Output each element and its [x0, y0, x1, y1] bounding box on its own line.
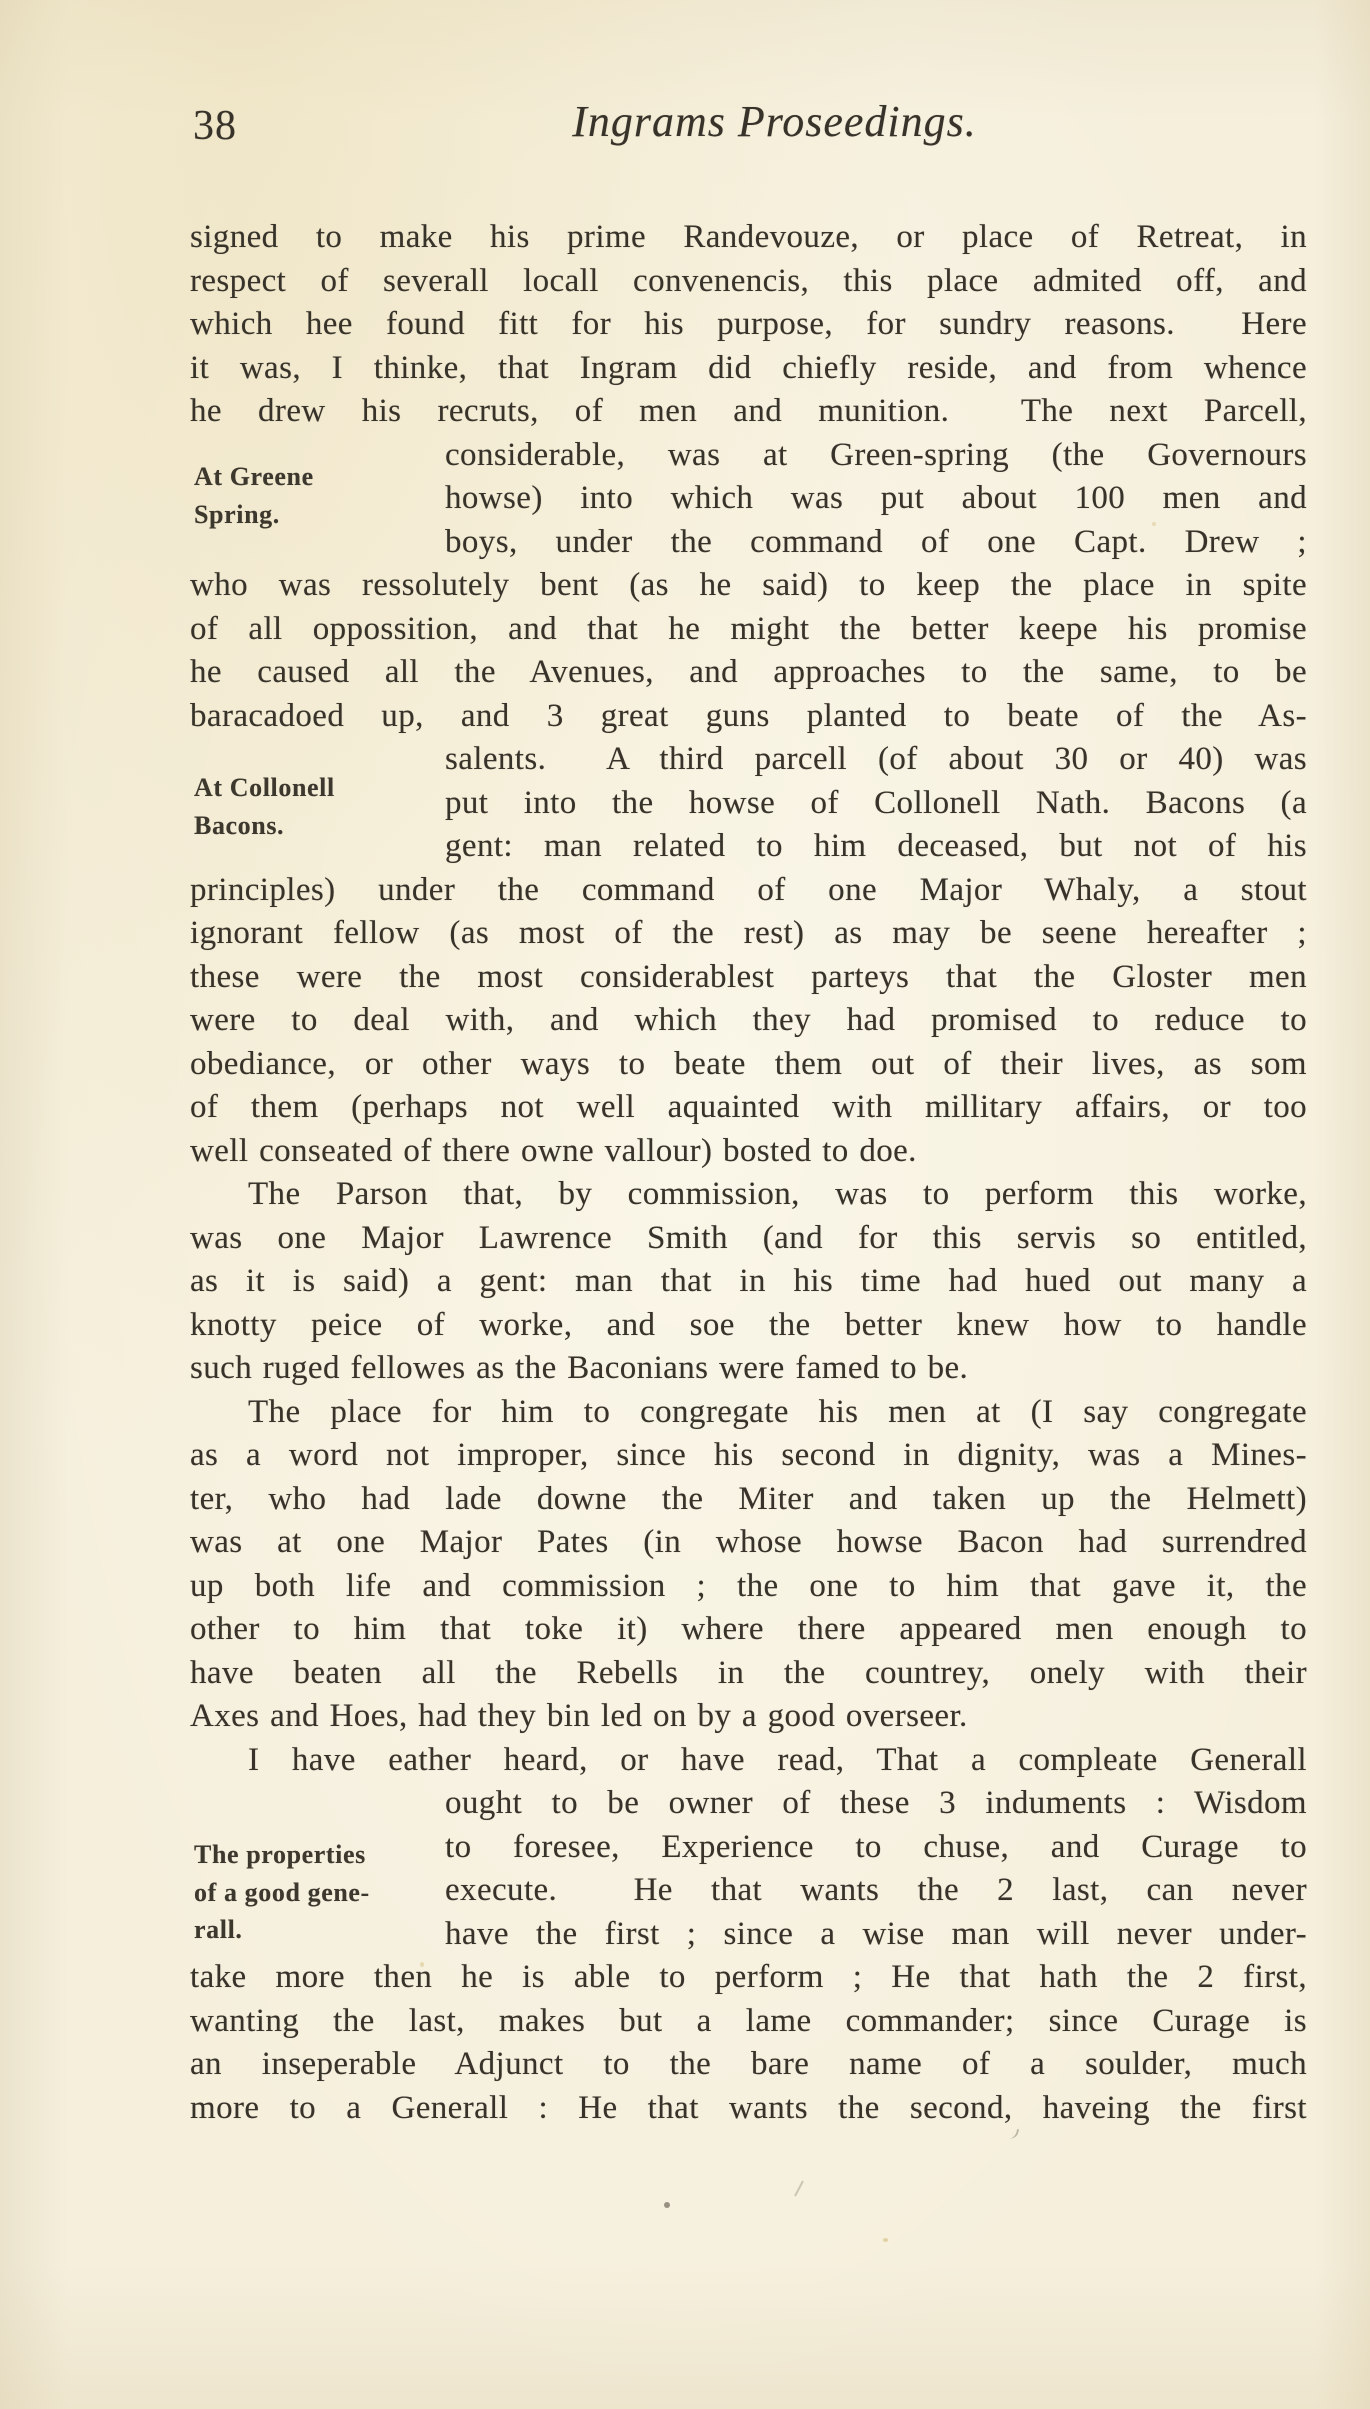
text-line: respect of severall locall convenencis, this place admited off, and — [190, 262, 1307, 299]
text-line: execute. He that wants the 2 last, can never — [445, 1872, 1307, 1908]
text-line: boys, under the command of one Capt. Drew ; — [445, 523, 1307, 560]
text-line: ought to be owner of these 3 induments : Wisdom — [445, 1785, 1307, 1821]
page-text — [190, 216, 1307, 2130]
text-line: to foresee, Experience to chuse, and Curage to — [445, 1828, 1307, 1865]
text-line: as it is said) a gent: man that in his time had hued out many a — [190, 1263, 1307, 1299]
margin-note-line: Bacons. — [194, 810, 285, 840]
text-line: more to a Generall : He that wants the second, haveing the first — [190, 2089, 1307, 2126]
text-line: principles) under the command of one Major Whaly, a stout — [190, 871, 1307, 908]
paper-fleck — [883, 2238, 888, 2242]
text-line: I have eather heard, or have read, That a compleate Generall — [248, 1741, 1307, 1778]
text-line: these were the most considerablest parteys that the Gloster men — [190, 958, 1307, 995]
text-line: was at one Major Pates (in whose howse Bacon had surrendred — [190, 1524, 1307, 1560]
text-line: other to him that toke it) where there appeared men enough to — [190, 1611, 1307, 1647]
text-line: who was ressolutely bent (as he said) to keep the place in spite — [190, 567, 1307, 603]
text-line: of all oppossition, and that he might the better keepe his promise — [190, 610, 1307, 647]
text-line: signed to make his prime Randevouze, or place of Retreat, in — [190, 219, 1307, 255]
text-line: baracadoed up, and 3 great guns planted to beate of the As- — [190, 697, 1307, 734]
ink-speck — [1007, 2127, 1019, 2140]
text-line: which hee found fitt for his purpose, for sundry reasons. Here — [190, 306, 1307, 342]
text-line: have the first ; since a wise man will never under- — [445, 1915, 1307, 1952]
text-line: he caused all the Avenues, and approaches to the same, to be — [190, 654, 1307, 690]
ink-speck — [664, 2202, 670, 2208]
paper-fleck — [1152, 522, 1156, 526]
text-line: Axes and Hoes, had they bin led on by a good overseer. — [190, 1698, 968, 1734]
text-line: as a word not improper, since his second in dignity, was a Mines- — [190, 1437, 1307, 1473]
text-line: well conseated of there owne vallour) bosted to doe. — [190, 1132, 917, 1169]
page-number: 38 — [193, 103, 237, 149]
text-line: gent: man related to him deceased, but not of his — [445, 828, 1307, 864]
margin-note-line: At Collonell — [194, 773, 335, 802]
margin-note-line: The properties — [194, 1840, 366, 1869]
margin-note-line: At Greene — [194, 462, 314, 491]
text-line: salents. A third parcell (of about 30 or 40) was — [445, 741, 1307, 777]
margin-note-line: rall. — [194, 1915, 243, 1944]
text-line: The place for him to congregate his men at (I say congregate — [248, 1393, 1307, 1430]
margin-note-line: of a good gene- — [194, 1877, 370, 1907]
text-line: have beaten all the Rebells in the countrey, onely with their — [190, 1654, 1307, 1691]
text-line: considerable, was at Green-spring (the Governours — [445, 436, 1307, 473]
text-line: The Parson that, by commission, was to perform this worke, — [248, 1176, 1307, 1212]
text-line: he drew his recruts, of men and munition. The next Parcell, — [190, 393, 1307, 429]
text-line: ter, who had lade downe the Miter and taken up the Helmett) — [190, 1480, 1307, 1517]
text-line: of them (perhaps not well aquainted with millitary affairs, or too — [190, 1089, 1307, 1125]
text-line: ignorant fellow (as most of the rest) as may be seene hereafter ; — [190, 915, 1307, 951]
text-line: take more then he is able to perform ; He that hath the 2 first, — [190, 1959, 1307, 1995]
text-line: up both life and commission ; the one to him that gave it, the — [190, 1567, 1307, 1604]
text-line: an inseperable Adjunct to the bare name of a soulder, much — [190, 2046, 1307, 2082]
paper-fleck — [420, 1962, 424, 1967]
ink-speck — [794, 2181, 804, 2197]
running-title: Ingrams Proseedings. — [572, 97, 977, 146]
text-line: knotty peice of worke, and soe the better knew how to handle — [190, 1306, 1307, 1343]
text-line: howse) into which was put about 100 men and — [445, 480, 1307, 516]
text-line: put into the howse of Collonell Nath. Bacons (a — [445, 784, 1307, 821]
margin-note-line: Spring. — [194, 499, 280, 529]
text-line: wanting the last, makes but a lame commander; since Curage is — [190, 2002, 1307, 2039]
text-line: were to deal with, and which they had promised to reduce to — [190, 1002, 1307, 1038]
text-line: it was, I thinke, that Ingram did chiefly reside, and from whence — [190, 349, 1307, 386]
text-line: obediance, or other ways to beate them out of their lives, as som — [190, 1045, 1307, 1082]
text-line: such ruged fellowes as the Baconians were famed to be. — [190, 1350, 969, 1386]
text-line: was one Major Lawrence Smith (and for this servis so entitled, — [190, 1219, 1307, 1256]
